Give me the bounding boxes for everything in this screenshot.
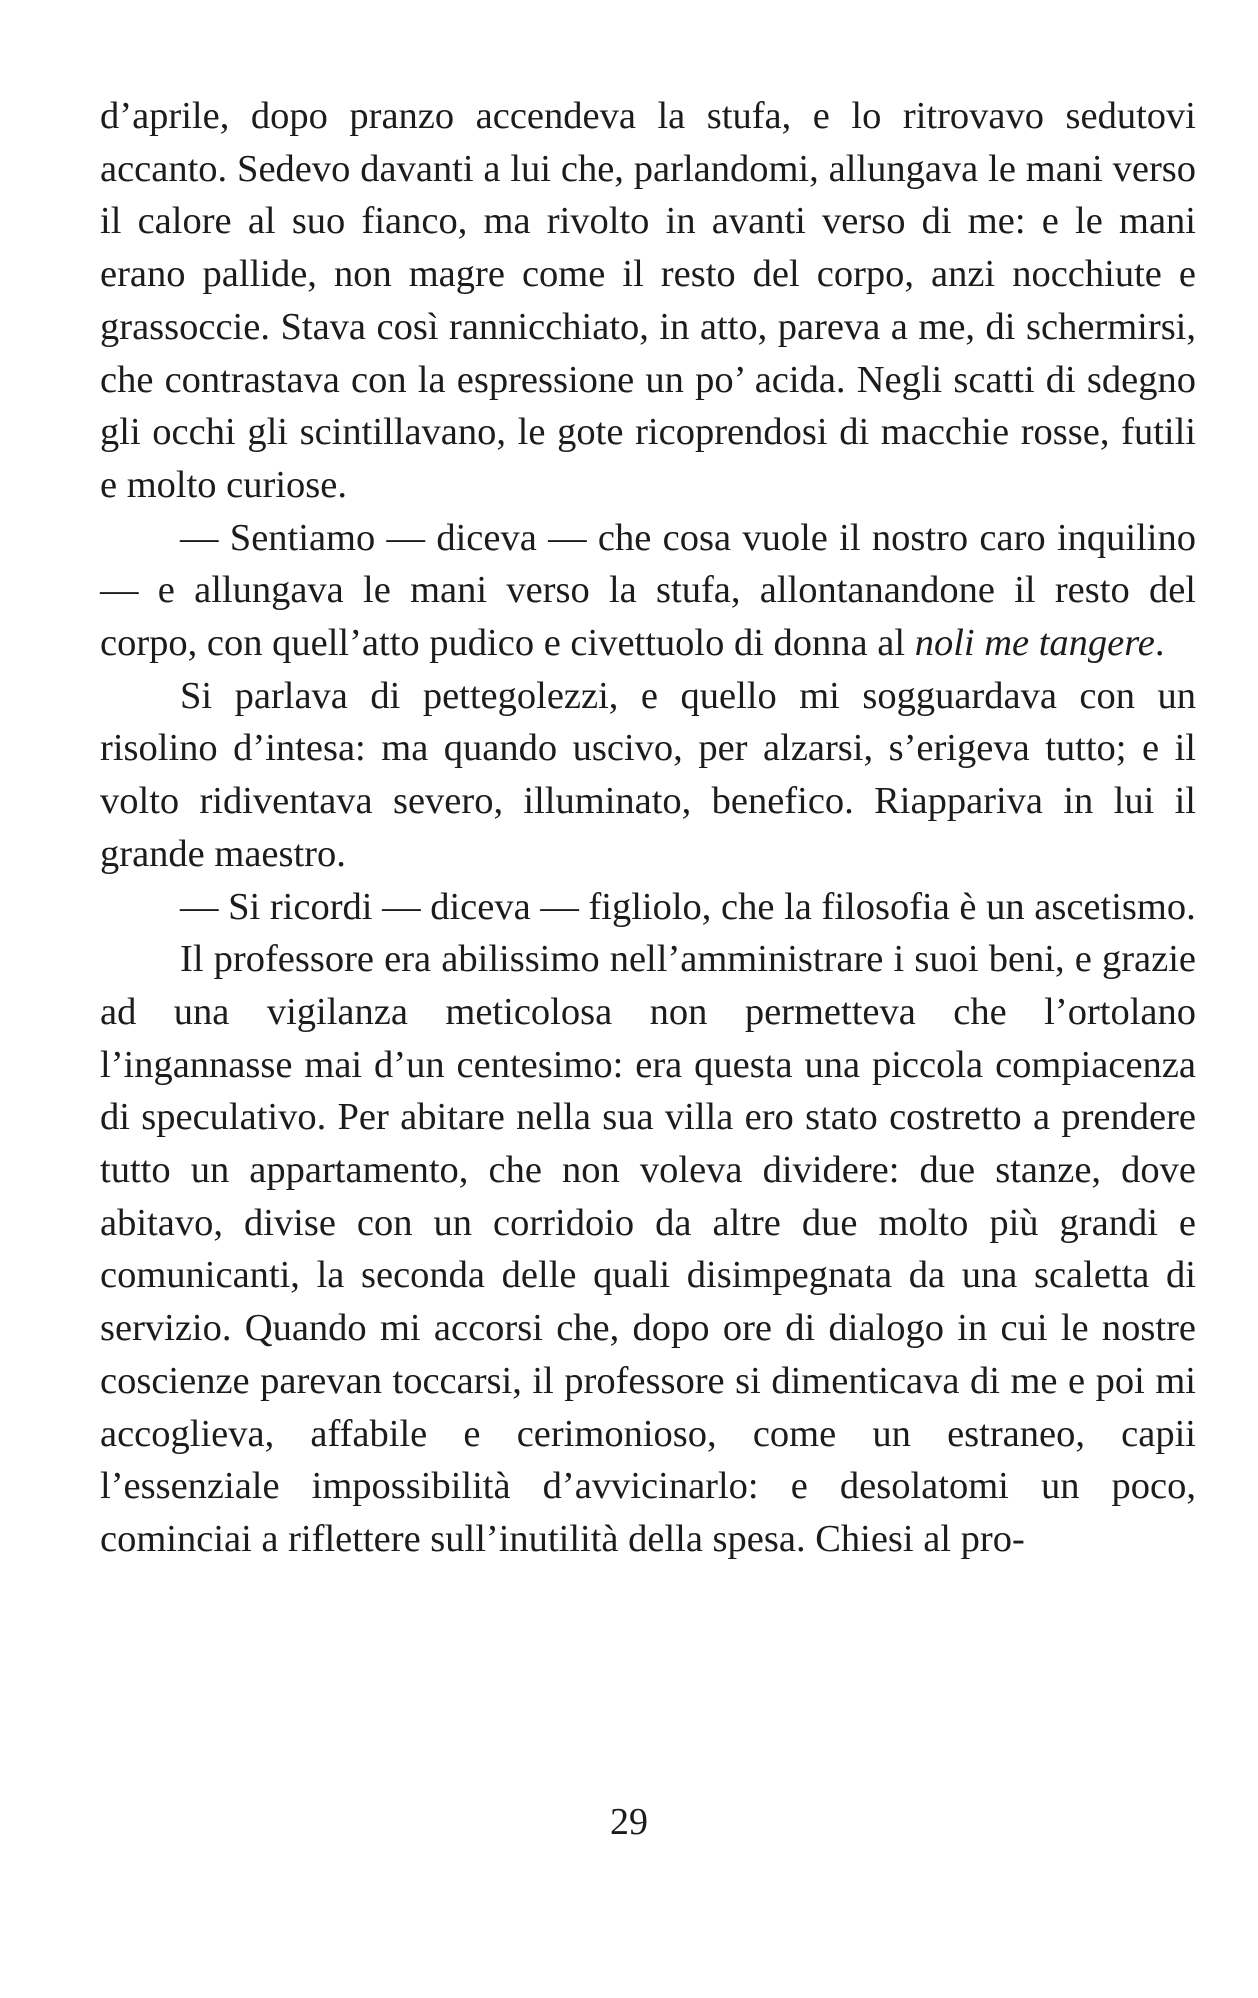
paragraph-1 [100,90,1196,512]
paragraph-2-text: — Sentiamo — diceva — che cosa vuole il nostro caro inquilino — e allungava le mani verso la stufa, allontanandone il resto del corpo, con quell’atto pudico e civettuolo di donna al [100,516,1196,665]
paragraph-3 [100,670,1196,881]
paragraph-2 [100,512,1196,670]
paragraph-5 [100,933,1196,1565]
paragraph-1-text: d’aprile, dopo pranzo accendeva la stufa, e lo ritrovavo sedutovi accanto. Sedevo davanti a lui che, parlandomi, allungava le mani verso il calore al suo fianco, ma rivolto in avanti verso di me: e le mani erano pallide, non magre come il resto del corpo, anzi nocchiute e grassoccie. Stava così rannicchiato, in atto, pareva a me, di schermirsi, che contrastava con la espressione un po’ acida. Negli scatti di sdegno gli occhi gli scintillavano, le gote ricoprendosi di macchie rosse, futili e molto curiose. [100,95,1196,506]
body-text [100,90,1196,1566]
page-number: 29 [610,1801,648,1843]
paragraph-4 [100,881,1196,934]
paragraph-4-text: — Si ricordi — diceva — figliolo, che la filosofia è un ascetismo. [180,885,1196,928]
latin-phrase: noli me tangere [914,622,1155,665]
paragraph-2-end: . [1154,622,1165,665]
paragraph-5-text: Il professore era abilissimo nell’amministrare i suoi beni, e grazie ad una vigilanza meticolosa non permetteva che l’ortolano l’ingannasse mai d’un centesimo: era questa una piccola compiacenza di speculativo. Per abitare nella sua villa ero stato costretto a prendere tutto un appartamento, che non voleva dividere: due stanze, dove abitavo, divise con un corridoio da altre due molto più grandi e comunicanti, la seconda delle quali disimpegnata da una scaletta di servizio. Quando mi accorsi che, dopo ore di dialogo in cui le nostre coscienze parevan toccarsi, il professore si dimenticava di me e poi mi accoglieva, affabile e cerimonioso, come un estraneo, capii l’essenziale impossibilità d’avvicinarlo: e desolatomi un poco, cominciai a riflettere sull’inutilità della spesa. Chiesi al pro- [100,938,1196,1560]
paragraph-3-text: Si parlava di pettegolezzi, e quello mi sogguardava con un risolino d’intesa: ma quando uscivo, per alzarsi, s’erigeva tutto; e il volto ridiventava severo, illuminato, benefico. Riappariva in lui il grande maestro. [100,674,1196,875]
